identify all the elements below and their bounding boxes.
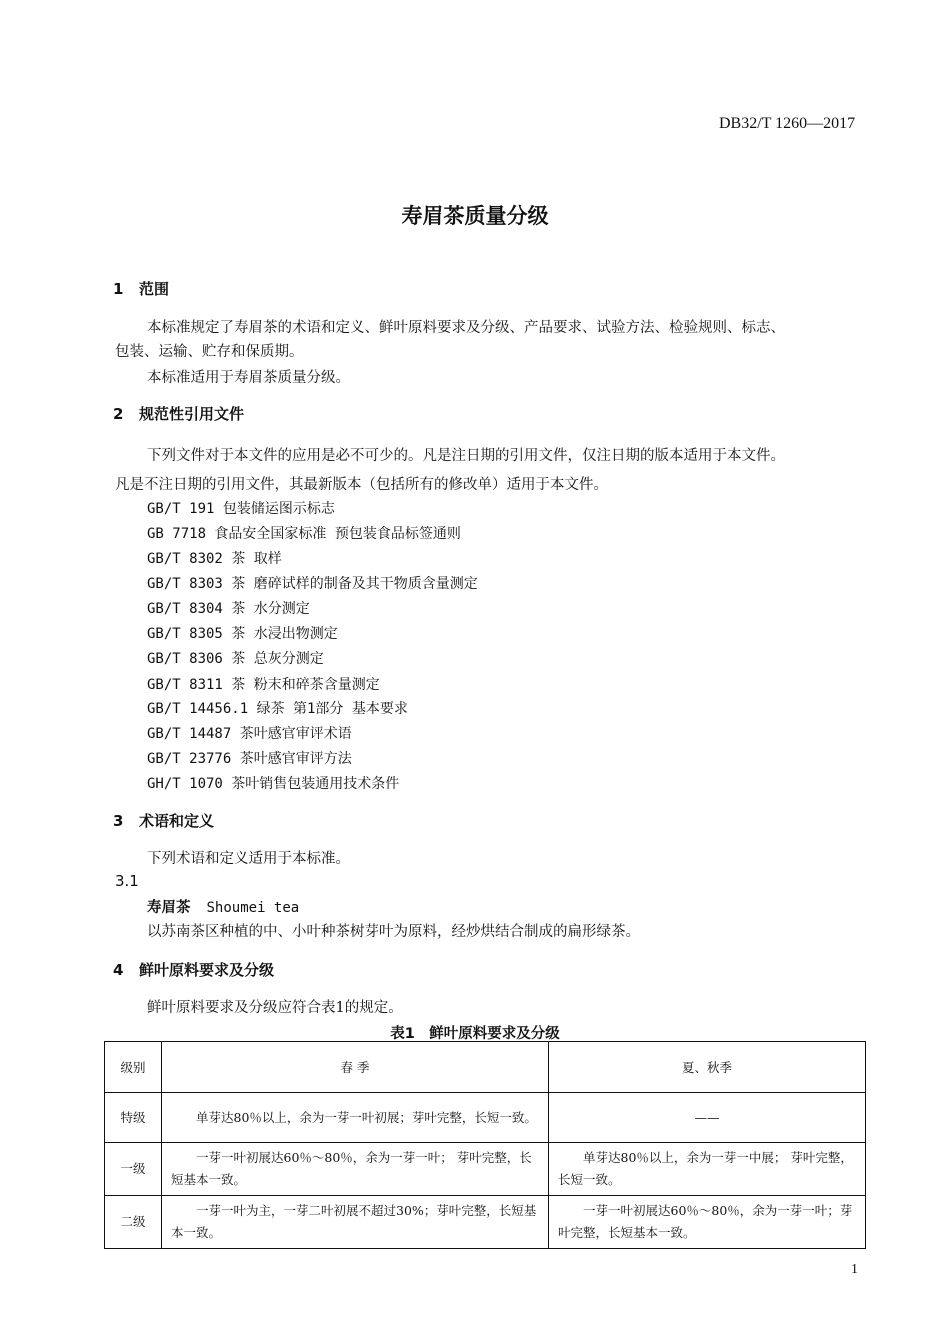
term-english: Shoumei tea xyxy=(206,900,300,916)
term-entry xyxy=(147,896,299,917)
references-intro-line2: 凡是不注日期的引用文件，其最新版本（包括所有的修改单）适用于本文件。 xyxy=(115,477,608,493)
table-header-row xyxy=(105,1042,866,1093)
scope-paragraph-line2: 包装、运输、贮存和保质期。 xyxy=(115,344,304,360)
section-heading-3 xyxy=(113,810,214,831)
reference-item: GB/T 191 包装储运图示标志 xyxy=(147,501,335,517)
header-grade: 级别 xyxy=(105,1042,162,1093)
term-chinese: 寿眉茶 xyxy=(147,900,191,916)
table-reference-text: 鲜叶原料要求及分级应符合表1的规定。 xyxy=(147,1000,403,1016)
summer-autumn-cell: 单芽达80％以上，余为一芽一中展； 芽叶完整，长短一致。 xyxy=(549,1143,866,1196)
summer-autumn-cell: —— xyxy=(549,1093,866,1143)
table-caption: 表1 鲜叶原料要求及分级 xyxy=(390,1026,560,1042)
header-summer-autumn: 夏、秋季 xyxy=(549,1042,866,1093)
reference-item: GB/T 14487 茶叶感官审评术语 xyxy=(147,726,352,742)
terms-intro: 下列术语和定义适用于本标准。 xyxy=(147,851,350,867)
reference-item: GB/T 8305 茶 水浸出物测定 xyxy=(147,626,338,642)
section-title: 术语和定义 xyxy=(139,812,215,830)
reference-item: GH/T 1070 茶叶销售包装通用技术条件 xyxy=(147,776,400,792)
section-number: 3 xyxy=(113,812,124,830)
reference-item: GB/T 8302 茶 取样 xyxy=(147,551,282,567)
page-number: 1 xyxy=(851,1262,858,1277)
section-heading-1 xyxy=(113,278,169,299)
table-row xyxy=(105,1196,866,1249)
section-number: 4 xyxy=(113,961,124,979)
header-spring: 春 季 xyxy=(162,1042,549,1093)
spring-cell: 单芽达80％以上，余为一芽一叶初展；芽叶完整，长短一致。 xyxy=(162,1093,549,1143)
reference-item: GB/T 23776 茶叶感官审评方法 xyxy=(147,751,352,767)
table-row xyxy=(105,1093,866,1143)
reference-item: GB/T 8303 茶 磨碎试样的制备及其干物质含量测定 xyxy=(147,576,478,592)
reference-item: GB/T 8306 茶 总灰分测定 xyxy=(147,651,324,667)
section-title: 规范性引用文件 xyxy=(139,405,245,423)
section-title: 鲜叶原料要求及分级 xyxy=(139,961,275,979)
reference-item: GB 7718 食品安全国家标准 预包装食品标签通则 xyxy=(147,526,461,542)
summer-autumn-cell: 一芽一叶初展达60％～80％，余为一芽一叶；芽叶完整，长短基本一致。 xyxy=(549,1196,866,1249)
section-title: 范围 xyxy=(139,280,170,298)
references-intro-line1: 下列文件对于本文件的应用是必不可少的。凡是注日期的引用文件，仅注日期的版本适用于本文件。 xyxy=(147,448,785,464)
spring-cell: 一芽一叶为主，一芽二叶初展不超过30%；芽叶完整，长短基本一致。 xyxy=(162,1196,549,1249)
scope-paragraph-line1: 本标准规定了寿眉茶的术语和定义、鲜叶原料要求及分级、产品要求、试验方法、检验规则、标志、 xyxy=(147,320,785,336)
reference-item: GB/T 14456.1 绿茶 第1部分 基本要求 xyxy=(147,701,408,717)
grade-cell: 二级 xyxy=(105,1196,162,1249)
subsection-number: 3.1 xyxy=(115,872,139,890)
grading-table xyxy=(104,1041,866,1249)
reference-item: GB/T 8311 茶 粉末和碎茶含量测定 xyxy=(147,677,380,693)
spring-cell: 一芽一叶初展达60％～80％，余为一芽一叶； 芽叶完整，长短基本一致。 xyxy=(162,1143,549,1196)
section-number: 1 xyxy=(113,280,124,298)
grade-cell: 特级 xyxy=(105,1093,162,1143)
document-code: DB32/T 1260—2017 xyxy=(719,115,856,132)
grade-cell: 一级 xyxy=(105,1143,162,1196)
scope-applicability: 本标准适用于寿眉茶质量分级。 xyxy=(147,370,350,386)
reference-item: GB/T 8304 茶 水分测定 xyxy=(147,601,310,617)
document-title: 寿眉茶质量分级 xyxy=(401,204,549,228)
term-definition: 以苏南茶区种植的中、小叶种茶树芽叶为原料，经炒烘结合制成的扁形绿茶。 xyxy=(147,924,640,940)
section-heading-2 xyxy=(113,403,244,424)
section-heading-4 xyxy=(113,959,274,980)
section-number: 2 xyxy=(113,405,124,423)
table-row xyxy=(105,1143,866,1196)
